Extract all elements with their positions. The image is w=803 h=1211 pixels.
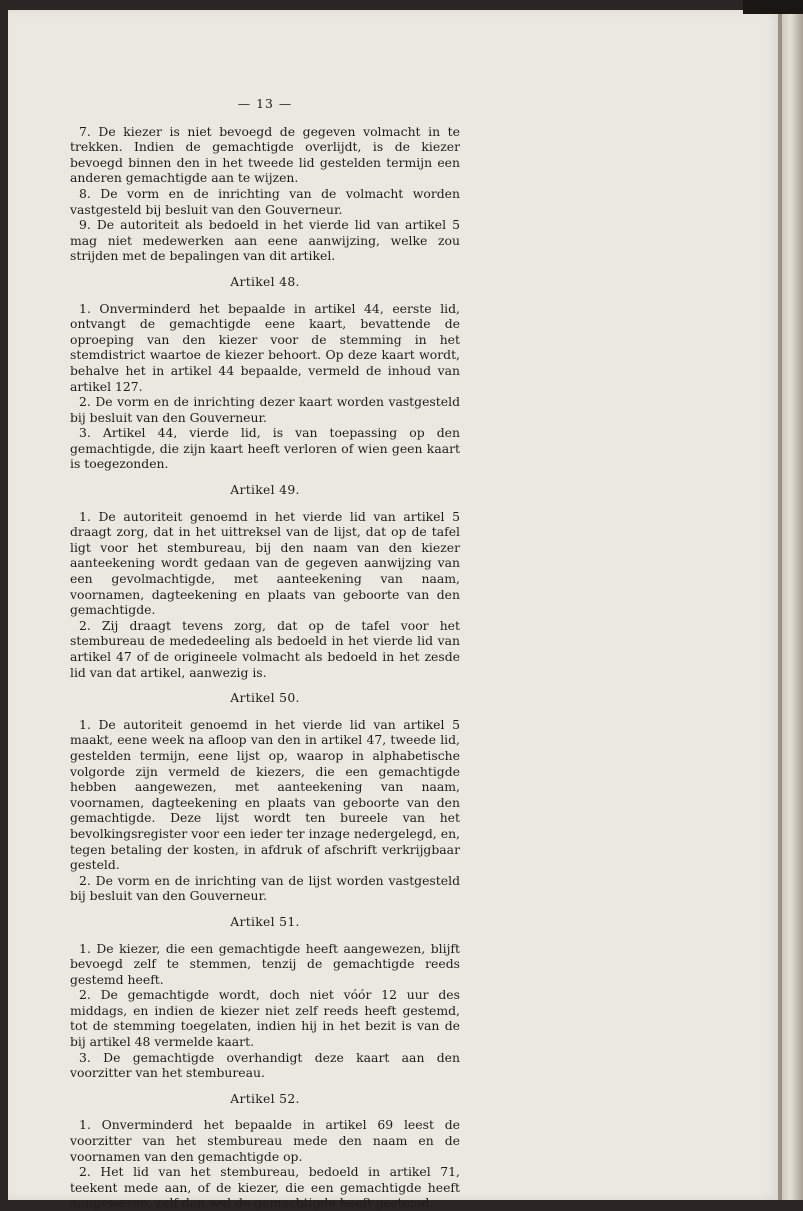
article-heading: Artikel 48. xyxy=(230,273,300,289)
paragraph: 9. De autoriteit als bedoeld in het vierde lid van artikel 5 mag niet medewerken aan eene aanwijzing, welke zou strijden met de bepalingen van dit artikel. xyxy=(70,217,460,264)
paragraph: 3. Artikel 44, vierde lid, is van toepassing op den gemachtigde, die zijn kaart heeft verloren of wien geen kaart is toegezonden. xyxy=(70,425,460,472)
paragraph: 8. De vorm en de inrichting van de volmacht worden vastgesteld bij besluit van den Gouverneur. xyxy=(70,185,460,217)
paragraph: 2. De vorm en de inrichting dezer kaart worden vastgesteld bij besluit van den Gouverneur. xyxy=(70,394,460,425)
paragraph: 2. Zij draagt tevens zorg, dat op de tafel voor het stembureau de mededeeling als bedoeld in het vierde lid van artikel 47 of de origineele volmacht als bedoeld in het zesde lid van dat artikel, aanwezig is. xyxy=(70,617,460,680)
article-heading: Artikel 49. xyxy=(230,482,300,498)
paragraph: 2. De vorm en de inrichting van de lijst worden vastgesteld bij besluit van den Gouverneur. xyxy=(70,872,460,904)
paragraph: 1. Onverminderd het bepaalde in artikel 44, eerste lid, ontvangt de gemachtigde eene kaart, bevattende de oproeping van den kiezer voor de stemming in het stemdistrict waartoe de kiezer behoort. Op deze kaart wordt, behalve het in artikel 44 bepaalde, vermeld de inhoud van artikel 127. xyxy=(70,300,460,394)
page-stack-edge xyxy=(782,6,803,1200)
paragraph: 7. De kiezer is niet bevoegd de gegeven volmacht in te trekken. Indien de gemachtigde overlijdt, is de kiezer bevoegd binnen den in het tweede lid gestelden termijn een anderen gemachtigde aan te wijzen. xyxy=(70,123,460,186)
page-number: — 13 — xyxy=(237,96,293,111)
paragraph: 2. De gemachtigde wordt, doch niet vóór 12 uur des middags, en indien de kiezer niet zelf reeds heeft gestemd, tot de stemming toegelaten, indien hij in het bezit is van de bij artikel 48 vermelde kaart. xyxy=(70,987,460,1050)
paragraph: 3. De gemachtigde overhandigt deze kaart aan den voorzitter van het stembureau. xyxy=(70,1049,460,1081)
paragraph: 1. De kiezer, die een gemachtigde heeft aangewezen, blijft bevoegd zelf te stemmen, tenzij de gemachtigde reeds gestemd heeft. xyxy=(70,940,460,987)
scan-background-corner xyxy=(743,0,803,14)
article-heading: Artikel 52. xyxy=(230,1090,300,1106)
article-heading: Artikel 50. xyxy=(230,690,300,706)
page-content xyxy=(70,96,460,1211)
paragraph: 2. Het lid van het stembureau, bedoeld in artikel 71, teekent mede aan, of de kiezer, die een gemachtigde heeft aangewezen, zelf dan wel de gemachtigde heeft gestemd. xyxy=(70,1164,460,1211)
article-heading: Artikel 51. xyxy=(230,913,300,929)
paragraph: 1. De autoriteit genoemd in het vierde lid van artikel 5 maakt, eene week na afloop van den in artikel 47, tweede lid, gestelden termijn, eene lijst op, waarop in alphabetische volgorde zijn vermeld de kiezers, die een gemachtigde hebben aangewezen, met aanteekening van naam, voornamen, dagteekening en plaats van geboorte van den gemachtigde. Deze lijst wordt ten bureele van het bevolkingsregister voor een ieder ter inzage nedergelegd, en, tegen betaling der kosten, in afdruk of afschrift verkrijgbaar gesteld. xyxy=(70,716,460,873)
paragraph: 1. De autoriteit genoemd in het vierde lid van artikel 5 draagt zorg, dat in het uittreksel van de lijst, dat op de tafel ligt voor het stembureau, bij den naam van den kiezer aanteekening wordt gedaan van de gegeven aanwijzing van een gevolmachtigde, met aanteekening van naam, voornamen, dagteekening en plaats van geboorte van den gemachtigde. xyxy=(70,508,460,618)
paragraph: 1. Onverminderd het bepaalde in artikel 69 leest de voorzitter van het stembureau mede den naam en de voornamen van den gemachtigde op. xyxy=(70,1117,460,1164)
